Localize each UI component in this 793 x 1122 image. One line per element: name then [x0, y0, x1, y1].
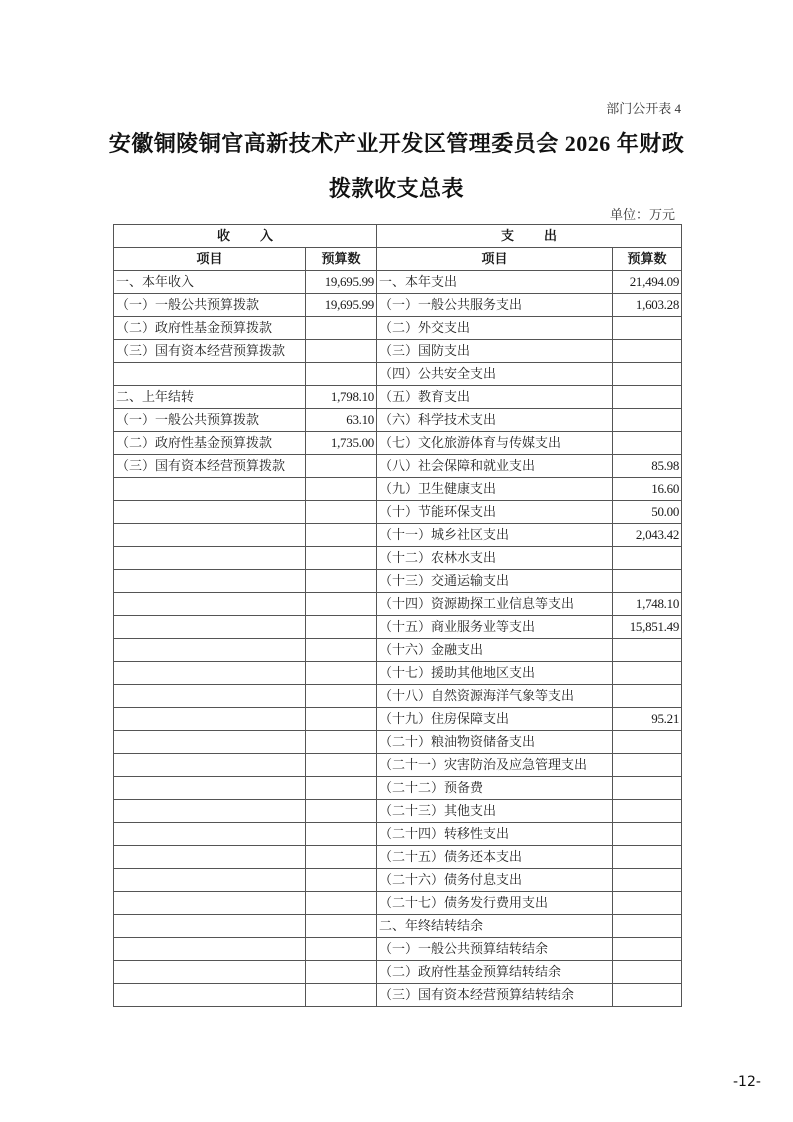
- income-item-cell: [114, 892, 306, 915]
- unit-label: 单位：万元: [609, 207, 675, 222]
- table-row: [114, 984, 682, 1007]
- table-row: [114, 800, 682, 823]
- expense-item-cell: （十九）住房保障支出: [377, 708, 613, 731]
- income-amount-column-header: 预算数: [306, 248, 377, 271]
- table-row: [114, 685, 682, 708]
- table-row: [114, 294, 682, 317]
- expense-amount-cell: [613, 662, 682, 685]
- income-section-header: 收入: [114, 225, 377, 248]
- expense-item-cell: （十）节能环保支出: [377, 501, 613, 524]
- expense-amount-cell: [613, 386, 682, 409]
- expense-item-cell: （十三）交通运输支出: [377, 570, 613, 593]
- expense-item-cell: （四）公共安全支出: [377, 363, 613, 386]
- table-row: [114, 501, 682, 524]
- income-item-cell: [114, 685, 306, 708]
- expense-item-cell: 二、年终结转结余: [377, 915, 613, 938]
- expense-item-cell: （二十一）灾害防治及应急管理支出: [377, 754, 613, 777]
- expense-amount-cell: [613, 547, 682, 570]
- table-row: [114, 754, 682, 777]
- table-row: [114, 455, 682, 478]
- income-amount-cell: [306, 915, 377, 938]
- income-amount-cell: [306, 363, 377, 386]
- expense-item-cell: 一、本年支出: [377, 271, 613, 294]
- expense-section-header: 支出: [377, 225, 682, 248]
- expense-item-cell: （二）政府性基金预算结转结余: [377, 961, 613, 984]
- income-amount-cell: [306, 961, 377, 984]
- income-amount-cell: [306, 662, 377, 685]
- table-row: [114, 869, 682, 892]
- expense-item-cell: （二十二）预备费: [377, 777, 613, 800]
- income-item-cell: [114, 639, 306, 662]
- income-item-cell: [114, 501, 306, 524]
- expense-amount-cell: [613, 639, 682, 662]
- table-row: [114, 938, 682, 961]
- expense-amount-cell: [613, 823, 682, 846]
- income-item-cell: [114, 800, 306, 823]
- expense-amount-cell: [613, 777, 682, 800]
- income-item-cell: （一）一般公共预算拨款: [114, 409, 306, 432]
- income-item-cell: [114, 662, 306, 685]
- income-item-cell: [114, 478, 306, 501]
- income-amount-cell: [306, 823, 377, 846]
- income-item-cell: [114, 984, 306, 1007]
- table-row: [114, 616, 682, 639]
- expense-amount-cell: [613, 915, 682, 938]
- income-item-cell: （二）政府性基金预算拨款: [114, 432, 306, 455]
- income-amount-cell: [306, 593, 377, 616]
- table-row: [114, 593, 682, 616]
- income-item-cell: [114, 570, 306, 593]
- expense-amount-cell: [613, 409, 682, 432]
- expense-item-cell: （一）一般公共预算结转结余: [377, 938, 613, 961]
- table-row: [114, 432, 682, 455]
- income-amount-cell: 19,695.99: [306, 271, 377, 294]
- table-row: [114, 823, 682, 846]
- income-amount-cell: [306, 616, 377, 639]
- income-amount-cell: [306, 547, 377, 570]
- expense-amount-cell: 1,748.10: [613, 593, 682, 616]
- expense-amount-cell: [613, 340, 682, 363]
- expense-item-cell: （六）科学技术支出: [377, 409, 613, 432]
- form-number: 部门公开表 4: [606, 101, 681, 116]
- expense-amount-cell: [613, 984, 682, 1007]
- income-amount-cell: [306, 800, 377, 823]
- expense-item-cell: （五）教育支出: [377, 386, 613, 409]
- expense-amount-cell: 2,043.42: [613, 524, 682, 547]
- expense-item-cell: （二十七）债务发行费用支出: [377, 892, 613, 915]
- table-row: [114, 547, 682, 570]
- expense-item-cell: （一）一般公共服务支出: [377, 294, 613, 317]
- expense-amount-cell: [613, 800, 682, 823]
- expense-amount-cell: 15,851.49: [613, 616, 682, 639]
- expense-item-cell: （十二）农林水支出: [377, 547, 613, 570]
- table-row: [114, 271, 682, 294]
- expense-amount-cell: [613, 869, 682, 892]
- table-row: [114, 892, 682, 915]
- expense-amount-cell: 1,603.28: [613, 294, 682, 317]
- table-row: [114, 386, 682, 409]
- expense-amount-cell: [613, 317, 682, 340]
- income-item-cell: [114, 524, 306, 547]
- income-amount-cell: [306, 869, 377, 892]
- income-item-cell: （三）国有资本经营预算拨款: [114, 340, 306, 363]
- income-item-cell: [114, 547, 306, 570]
- expense-amount-cell: [613, 892, 682, 915]
- income-amount-cell: [306, 317, 377, 340]
- income-item-cell: [114, 731, 306, 754]
- income-amount-cell: [306, 984, 377, 1007]
- income-item-cell: 二、上年结转: [114, 386, 306, 409]
- expense-item-cell: （三）国有资本经营预算结转结余: [377, 984, 613, 1007]
- income-item-cell: [114, 777, 306, 800]
- income-amount-cell: [306, 570, 377, 593]
- table-row: [114, 639, 682, 662]
- table-row: [114, 708, 682, 731]
- column-header-row: [114, 248, 682, 271]
- expense-item-cell: （七）文化旅游体育与传媒支出: [377, 432, 613, 455]
- income-item-cell: [114, 593, 306, 616]
- budget-summary-table: [113, 224, 682, 1007]
- income-item-cell: （一）一般公共预算拨款: [114, 294, 306, 317]
- income-amount-cell: [306, 501, 377, 524]
- expense-amount-cell: 50.00: [613, 501, 682, 524]
- income-amount-cell: [306, 708, 377, 731]
- expense-amount-cell: [613, 432, 682, 455]
- income-item-cell: （三）国有资本经营预算拨款: [114, 455, 306, 478]
- expense-item-cell: （二）外交支出: [377, 317, 613, 340]
- income-amount-cell: [306, 777, 377, 800]
- income-item-cell: [114, 915, 306, 938]
- table-row: [114, 777, 682, 800]
- income-item-column-header: 项目: [114, 248, 306, 271]
- expense-item-cell: （十四）资源勘探工业信息等支出: [377, 593, 613, 616]
- expense-item-cell: （二十四）转移性支出: [377, 823, 613, 846]
- expense-amount-cell: 16.60: [613, 478, 682, 501]
- income-item-cell: （二）政府性基金预算拨款: [114, 317, 306, 340]
- expense-amount-cell: [613, 846, 682, 869]
- table-row: [114, 524, 682, 547]
- income-amount-cell: 1,798.10: [306, 386, 377, 409]
- income-amount-cell: [306, 639, 377, 662]
- table-row: [114, 363, 682, 386]
- page-number: -12-: [733, 1074, 761, 1090]
- expense-amount-column-header: 预算数: [613, 248, 682, 271]
- income-amount-cell: 19,695.99: [306, 294, 377, 317]
- table-row: [114, 317, 682, 340]
- income-amount-cell: [306, 938, 377, 961]
- income-amount-cell: 1,735.00: [306, 432, 377, 455]
- table-row: [114, 478, 682, 501]
- expense-item-cell: （九）卫生健康支出: [377, 478, 613, 501]
- income-item-cell: [114, 708, 306, 731]
- table-row: [114, 570, 682, 593]
- income-amount-cell: [306, 754, 377, 777]
- income-item-cell: [114, 869, 306, 892]
- section-header-row: [114, 225, 682, 248]
- table-row: [114, 340, 682, 363]
- table-row: [114, 915, 682, 938]
- income-amount-cell: [306, 524, 377, 547]
- expense-amount-cell: [613, 685, 682, 708]
- expense-amount-cell: [613, 570, 682, 593]
- expense-item-cell: （二十三）其他支出: [377, 800, 613, 823]
- income-amount-cell: [306, 846, 377, 869]
- expense-amount-cell: 95.21: [613, 708, 682, 731]
- income-item-cell: 一、本年收入: [114, 271, 306, 294]
- income-amount-cell: [306, 455, 377, 478]
- document-title-line-1: 安徽铜陵铜官高新技术产业开发区管理委员会 2026 年财政: [108, 131, 685, 156]
- expense-item-column-header: 项目: [377, 248, 613, 271]
- income-amount-cell: [306, 731, 377, 754]
- expense-item-cell: （十八）自然资源海洋气象等支出: [377, 685, 613, 708]
- expense-amount-cell: 21,494.09: [613, 271, 682, 294]
- expense-item-cell: （十六）金融支出: [377, 639, 613, 662]
- expense-amount-cell: [613, 961, 682, 984]
- expense-amount-cell: [613, 754, 682, 777]
- expense-amount-cell: [613, 363, 682, 386]
- income-item-cell: [114, 363, 306, 386]
- income-item-cell: [114, 823, 306, 846]
- expense-item-cell: （三）国防支出: [377, 340, 613, 363]
- income-amount-cell: [306, 478, 377, 501]
- expense-amount-cell: 85.98: [613, 455, 682, 478]
- table-row: [114, 961, 682, 984]
- expense-amount-cell: [613, 731, 682, 754]
- income-item-cell: [114, 846, 306, 869]
- income-amount-cell: 63.10: [306, 409, 377, 432]
- expense-item-cell: （二十）粮油物资储备支出: [377, 731, 613, 754]
- table-row: [114, 662, 682, 685]
- income-amount-cell: [306, 685, 377, 708]
- expense-item-cell: （十一）城乡社区支出: [377, 524, 613, 547]
- table-row: [114, 731, 682, 754]
- expense-item-cell: （十七）援助其他地区支出: [377, 662, 613, 685]
- expense-item-cell: （十五）商业服务业等支出: [377, 616, 613, 639]
- document-title-line-2: 拨款收支总表: [328, 176, 464, 201]
- income-item-cell: [114, 616, 306, 639]
- income-item-cell: [114, 938, 306, 961]
- income-item-cell: [114, 754, 306, 777]
- expense-item-cell: （二十五）债务还本支出: [377, 846, 613, 869]
- expense-amount-cell: [613, 938, 682, 961]
- expense-item-cell: （八）社会保障和就业支出: [377, 455, 613, 478]
- income-amount-cell: [306, 892, 377, 915]
- table-body: [114, 271, 682, 1007]
- table-row: [114, 409, 682, 432]
- table-row: [114, 846, 682, 869]
- income-item-cell: [114, 961, 306, 984]
- expense-item-cell: （二十六）债务付息支出: [377, 869, 613, 892]
- income-amount-cell: [306, 340, 377, 363]
